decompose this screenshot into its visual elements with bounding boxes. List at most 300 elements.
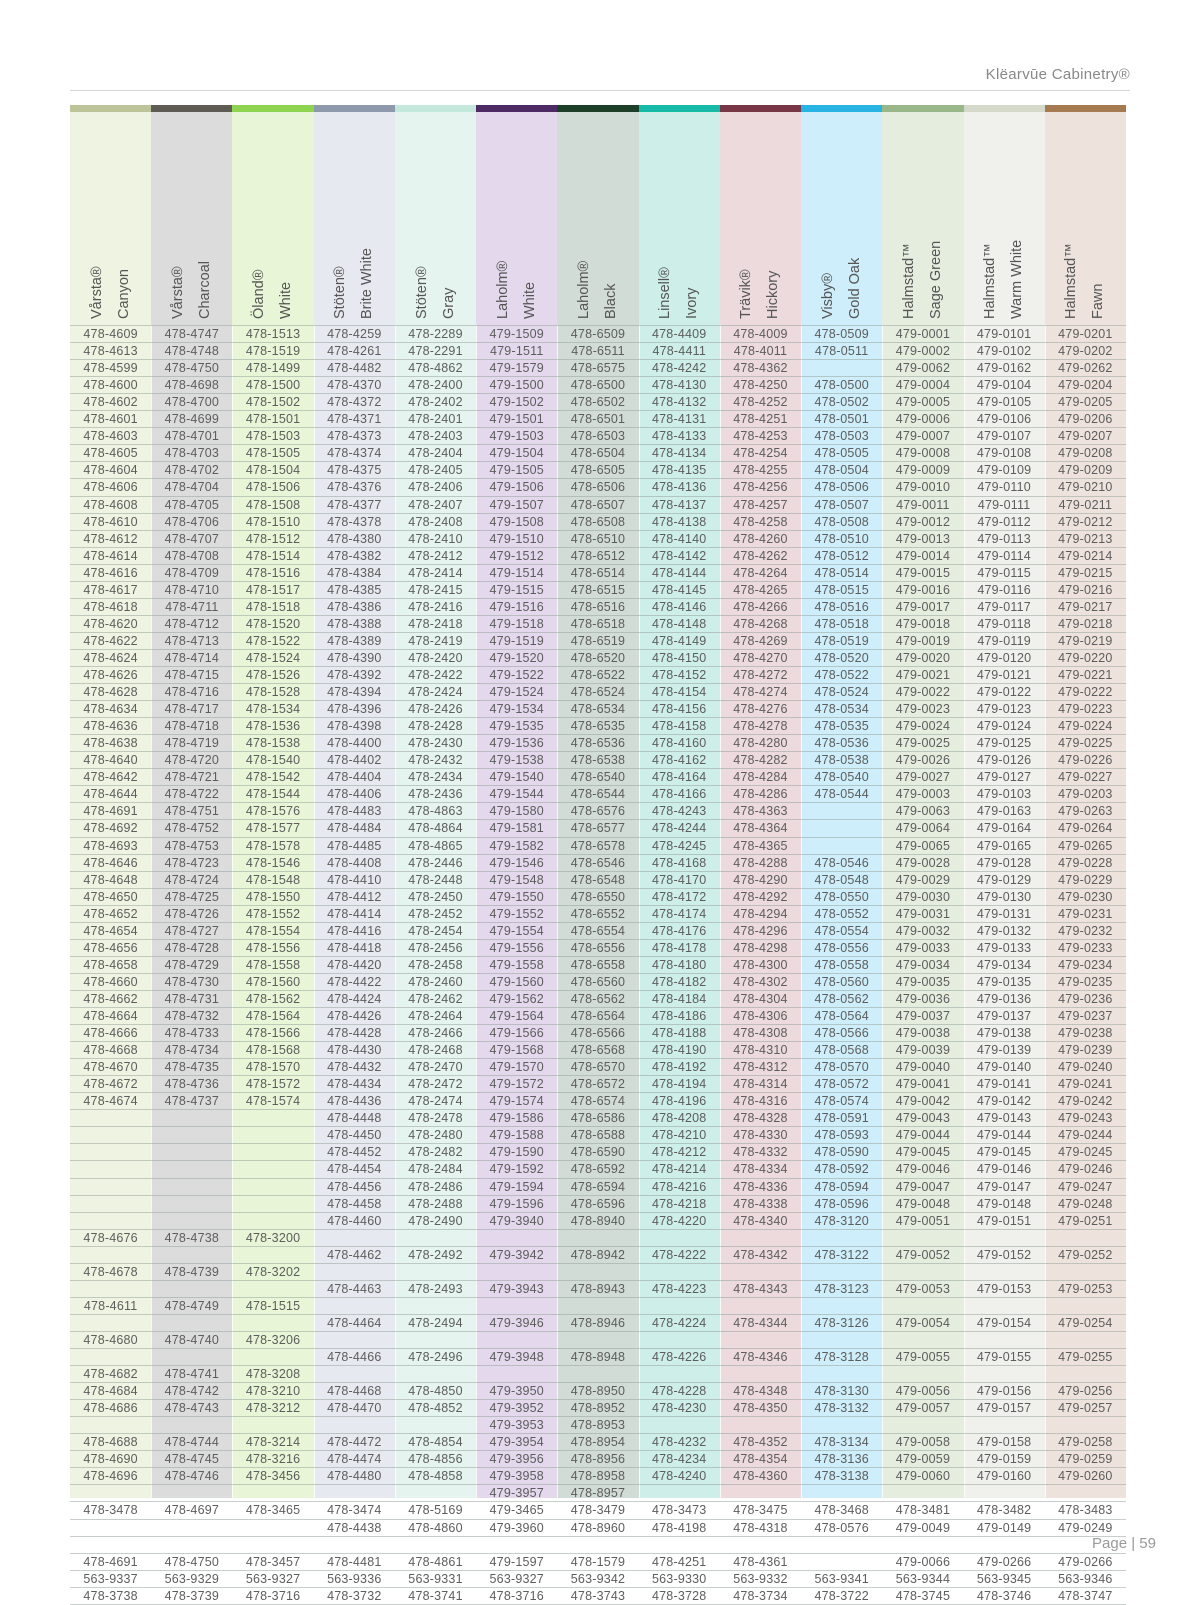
table-cell: 478-0546 (814, 855, 869, 870)
table-cell: 478-4172 (652, 889, 707, 904)
table-cell: 479-0209 (1058, 463, 1113, 478)
table-cell: 478-6524 (570, 685, 626, 700)
table-cell: 478-6554 (570, 923, 626, 938)
table-cell: 478-4723 (164, 855, 220, 870)
table-cell: 478-4168 (652, 855, 707, 870)
table-cell: 478-4472 (327, 1435, 382, 1450)
table-cell: 479-0156 (976, 1384, 1032, 1399)
table-cell: 479-0108 (976, 446, 1032, 461)
table-cell: 479-0016 (895, 582, 951, 597)
table-cell: 478-4749 (164, 1298, 220, 1313)
table-cell: 478-0535 (814, 719, 869, 734)
table-cell: 478-2468 (408, 1043, 463, 1058)
table-cell: 479-3954 (489, 1435, 544, 1450)
table-cell: 479-0229 (1058, 872, 1113, 887)
table-cell: 479-0223 (1058, 702, 1113, 717)
table-cell: 478-4674 (83, 1094, 138, 1109)
table-cell: 478-4728 (164, 940, 220, 955)
table-cell: 479-0260 (1058, 1469, 1113, 1484)
table-cell: 478-3138 (814, 1469, 869, 1484)
column-color-bar (314, 105, 395, 112)
table-cell: 478-3741 (408, 1588, 463, 1603)
table-cell: 479-0203 (1058, 787, 1113, 802)
table-cell: 479-1594 (489, 1179, 544, 1194)
table-cell: 478-4714 (164, 650, 220, 665)
table-cell: 478-6511 (571, 344, 625, 359)
table-cell: 478-8950 (570, 1384, 626, 1399)
table-cell: 479-1510 (489, 531, 544, 546)
table-cell: 478-6552 (570, 906, 626, 921)
table-cell: 478-6576 (570, 804, 626, 819)
table-cell: 479-0204 (1058, 378, 1113, 393)
table-cell: 478-4234 (652, 1452, 707, 1467)
table-cell: 478-3747 (1058, 1588, 1113, 1603)
table-cell: 478-0522 (814, 668, 869, 682)
table-cell: 478-4243 (652, 804, 707, 819)
table-cell: 478-1506 (245, 480, 301, 495)
table-cell: 478-4751 (164, 804, 220, 819)
table-cell: 478-4652 (83, 906, 138, 921)
table-cell: 478-8943 (570, 1281, 626, 1296)
table-cell: 478-4144 (652, 565, 707, 580)
table-cell: 479-0021 (895, 668, 951, 682)
table-cell: 478-4609 (83, 327, 138, 341)
table-cell: 479-0155 (976, 1350, 1032, 1364)
table-cell: 479-1511 (490, 344, 544, 359)
table-cell: 478-4130 (652, 378, 707, 393)
table-cell: 479-0126 (976, 753, 1032, 768)
table-cell: 478-0566 (814, 1026, 869, 1041)
table-cell: 479-1560 (489, 974, 544, 989)
table-cell: 479-0112 (977, 514, 1031, 529)
table-cell: 478-4261 (327, 344, 382, 359)
table-cell: 478-2460 (408, 974, 463, 989)
table-cell: 478-0572 (814, 1077, 869, 1092)
table-cell: 479-0202 (1058, 344, 1113, 359)
table-cell: 478-3128 (814, 1350, 869, 1364)
table-cell: 478-6586 (570, 1111, 626, 1126)
table-cell: 478-3743 (570, 1588, 626, 1603)
table-cell: 478-2493 (408, 1281, 463, 1296)
table-cell: 478-6508 (570, 514, 626, 529)
table-cell: 563-9327 (245, 1571, 301, 1586)
table-cell: 479-0144 (976, 1128, 1032, 1143)
table-cell: 478-4617 (83, 582, 138, 597)
table-cell: 479-0066 (895, 1554, 951, 1569)
table-cell: 478-1502 (245, 395, 301, 410)
table-cell: 479-0041 (895, 1077, 951, 1092)
column-color-bar (232, 105, 313, 112)
table-cell: 479-1518 (489, 616, 544, 631)
table-cell: 479-0244 (1058, 1128, 1113, 1143)
table-cell: 478-6535 (570, 719, 626, 734)
table-cell: 479-0015 (895, 565, 951, 580)
table-cell: 478-4308 (733, 1026, 788, 1041)
table-cell: 478-4626 (83, 668, 138, 682)
table-cell: 478-4691 (83, 804, 138, 819)
table-cell: 479-0201 (1058, 327, 1113, 341)
table-cell: 478-4745 (164, 1452, 220, 1467)
table-cell: 479-1522 (489, 668, 544, 682)
table-cell: 478-2289 (408, 327, 463, 341)
table-cell: 478-4162 (652, 753, 707, 768)
table-cell: 479-0159 (976, 1452, 1032, 1467)
table-cell: 478-1577 (245, 821, 301, 836)
table-cell: 478-4253 (733, 429, 788, 444)
table-cell: 478-4697 (164, 1503, 220, 1518)
table-cell: 479-1514 (489, 565, 544, 580)
table-cell: 479-1538 (489, 753, 544, 768)
table-cell: 478-4251 (652, 1554, 707, 1569)
table-cell: 478-4658 (83, 957, 138, 972)
table-cell: 478-4336 (733, 1179, 788, 1194)
table-cell: 478-4613 (83, 344, 138, 359)
table-cell: 478-8953 (570, 1418, 626, 1433)
table-cell: 478-1564 (245, 1009, 301, 1023)
table-cell: 478-4190 (652, 1043, 707, 1058)
table-cell: 478-2403 (408, 429, 463, 444)
table-cell: 479-0162 (976, 361, 1032, 376)
table-cell: 478-4286 (733, 787, 788, 802)
table-cell: 478-0544 (814, 787, 869, 802)
table-cell: 478-4618 (83, 599, 138, 614)
table-cell: 478-4452 (327, 1145, 382, 1160)
table-cell: 478-4145 (652, 582, 707, 597)
table-cell: 478-2474 (408, 1094, 463, 1109)
table-cell: 478-1578 (245, 838, 301, 853)
table-cell: 479-0122 (976, 685, 1032, 700)
table-cell: 479-0249 (1058, 1520, 1113, 1535)
table-cell: 479-0055 (895, 1350, 951, 1364)
table-cell: 478-3200 (245, 1230, 301, 1245)
table-cell: 478-4386 (327, 599, 382, 614)
table-cell: 563-9344 (895, 1571, 951, 1586)
table-cell: 479-0045 (895, 1145, 951, 1160)
table-cell: 478-4294 (733, 906, 788, 921)
table-cell: 479-0238 (1058, 1026, 1113, 1041)
table-cell: 478-6588 (570, 1128, 626, 1143)
table-cell: 478-6562 (570, 991, 626, 1006)
table-cell: 478-6510 (570, 531, 626, 546)
table-cell: 478-4364 (733, 821, 788, 836)
table-cell: 478-4725 (164, 889, 220, 904)
table-cell: 478-4482 (327, 361, 382, 376)
table-cell: 479-0239 (1058, 1043, 1113, 1058)
table-cell: 478-1550 (245, 889, 301, 904)
table-cell: 479-3952 (489, 1401, 544, 1416)
table-cell: 478-4390 (327, 650, 382, 665)
table-cell: 478-4744 (164, 1435, 220, 1450)
table-cell: 478-4711 (165, 599, 219, 614)
table-cell: 478-4738 (164, 1230, 220, 1245)
column-header (314, 112, 395, 323)
table-cell: 479-1590 (489, 1145, 544, 1160)
table-cell: 478-1579 (570, 1554, 626, 1569)
table-cell: 478-4432 (327, 1060, 382, 1075)
table-cell: 478-3475 (733, 1503, 788, 1518)
table-cell: 479-0018 (895, 616, 951, 631)
table-cell: 478-1554 (245, 923, 301, 938)
table-cell: 479-1572 (489, 1077, 544, 1092)
table-cell: 478-4734 (164, 1043, 220, 1058)
table-cell: 478-4255 (733, 463, 788, 478)
column-header-line2: Fawn (1090, 283, 1107, 319)
table-cell: 478-2412 (408, 548, 463, 563)
table-cell: 478-4140 (652, 531, 707, 546)
table-cell: 478-2496 (408, 1350, 463, 1364)
table-cell: 479-0028 (895, 855, 951, 870)
table-cell: 479-1564 (489, 1009, 544, 1023)
table-cell: 478-4266 (733, 599, 788, 614)
table-cell: 478-6501 (570, 412, 626, 427)
table-cell: 479-0022 (895, 685, 951, 700)
table-cell: 479-0131 (976, 906, 1032, 921)
table-cell: 478-4388 (327, 616, 382, 631)
table-cell: 478-6550 (570, 889, 626, 904)
table-cell: 478-6560 (570, 974, 626, 989)
table-cell: 478-2458 (408, 957, 463, 972)
table-cell: 479-0254 (1058, 1315, 1113, 1330)
table-cell: 479-0059 (895, 1452, 951, 1467)
table-cell: 478-0576 (814, 1520, 869, 1535)
table-cell: 478-4396 (327, 702, 382, 717)
table-cell: 479-3465 (489, 1503, 544, 1518)
table-cell: 479-3948 (489, 1350, 544, 1364)
table-cell: 478-4154 (652, 685, 707, 700)
table-cell: 479-0010 (895, 480, 951, 495)
column-color-bar (557, 105, 638, 112)
column-header-line2: Brite White (359, 248, 376, 319)
table-cell: 478-4009 (733, 327, 788, 341)
table-cell: 478-4389 (327, 633, 382, 648)
table-cell: 478-4646 (83, 855, 138, 870)
column-color-bar (151, 105, 232, 112)
table-cell: 479-1536 (489, 736, 544, 751)
table-cell: 479-1535 (489, 719, 544, 734)
table-cell: 479-0017 (895, 599, 951, 614)
table-cell: 478-1556 (245, 940, 301, 955)
table-cell: 478-4746 (164, 1469, 220, 1484)
table-cell: 478-4328 (733, 1111, 788, 1126)
table-cell: 478-4296 (733, 923, 788, 938)
table-cell: 478-4713 (164, 633, 220, 648)
table-cell: 478-4220 (652, 1213, 707, 1228)
table-cell: 479-0149 (976, 1520, 1032, 1535)
table-cell: 479-1548 (489, 872, 544, 887)
table-cell: 479-0024 (895, 719, 951, 734)
table-cell: 478-2434 (408, 770, 463, 785)
table-cell: 478-6594 (570, 1179, 626, 1194)
table-cell: 479-1544 (489, 787, 544, 802)
table-cell: 478-6564 (570, 1009, 626, 1023)
table-cell: 478-3210 (245, 1384, 301, 1399)
table-cell: 478-4733 (164, 1026, 220, 1041)
table-cell: 478-4192 (652, 1060, 707, 1075)
table-cell: 478-4715 (164, 668, 220, 682)
table-cell: 478-4748 (164, 344, 220, 359)
table-cell: 479-0034 (895, 957, 951, 972)
table-cell: 478-8960 (570, 1520, 626, 1535)
table-cell: 478-4704 (164, 480, 220, 495)
table-cell: 479-1550 (489, 889, 544, 904)
table-cell: 478-3473 (652, 1503, 707, 1518)
table-cell: 478-1517 (245, 582, 301, 597)
table-cell: 478-4743 (164, 1401, 220, 1416)
brand-title: Klëarvūe Cabinetry® (985, 66, 1130, 83)
table-cell: 479-0043 (895, 1111, 951, 1126)
table-cell: 478-4251 (733, 412, 788, 427)
table-cell: 478-4624 (83, 650, 138, 665)
table-cell: 478-4232 (652, 1435, 707, 1450)
column-header-line1: Laholm® (494, 260, 511, 319)
table-cell: 478-4664 (83, 1009, 138, 1023)
table-cell: 478-4156 (652, 702, 707, 717)
table-cell: 478-4864 (408, 821, 463, 836)
table-cell: 563-9346 (1058, 1571, 1113, 1586)
table-cell: 478-2291 (408, 344, 463, 359)
table-cell: 478-2492 (408, 1247, 463, 1262)
table-cell: 478-4374 (327, 446, 382, 461)
table-cell: 479-0135 (976, 974, 1032, 989)
table-cell: 479-0133 (976, 940, 1032, 955)
table-cell: 478-1568 (245, 1043, 301, 1058)
table-cell: 478-2448 (408, 872, 463, 887)
table-cell: 478-3123 (814, 1281, 869, 1296)
table-cell: 479-0143 (976, 1111, 1032, 1126)
column-color-bar (801, 105, 882, 112)
table-cell: 478-4601 (83, 412, 138, 427)
table-cell: 479-0064 (895, 821, 951, 836)
table-cell: 478-4146 (652, 599, 707, 614)
table-cell: 478-2480 (408, 1128, 463, 1143)
table-cell: 478-4606 (83, 480, 138, 495)
table-cell: 478-1500 (245, 378, 301, 393)
table-cell: 478-3732 (327, 1588, 382, 1603)
table-cell: 478-1514 (245, 548, 301, 563)
table-cell: 478-4377 (327, 497, 382, 512)
table-cell: 479-0214 (1058, 548, 1113, 563)
table-cell: 478-3136 (814, 1452, 869, 1467)
table-cell: 479-0205 (1058, 395, 1113, 410)
table-cell: 479-0116 (977, 582, 1031, 597)
table-cell: 478-3746 (976, 1588, 1032, 1603)
table-cell: 478-6515 (570, 582, 626, 597)
table-cell: 478-4454 (327, 1162, 382, 1177)
column-header-line1: Halmstad™ (982, 243, 999, 319)
table-cell: 478-3728 (652, 1588, 707, 1603)
table-cell: 479-0235 (1058, 974, 1113, 989)
table-cell: 479-0040 (895, 1060, 951, 1075)
table-cell: 478-4334 (733, 1162, 788, 1177)
table-cell: 478-0548 (814, 872, 869, 887)
table-cell: 478-4485 (327, 838, 382, 853)
table-cell: 478-2462 (408, 991, 463, 1006)
column-header-line2: Gold Oak (846, 257, 863, 319)
table-cell: 478-5169 (408, 1503, 463, 1518)
table-cell: 478-0536 (814, 736, 869, 751)
table-cell: 478-4422 (327, 974, 382, 989)
table-cell: 478-4300 (733, 957, 788, 972)
table-cell: 478-4363 (733, 804, 788, 819)
table-cell: 478-4330 (733, 1128, 788, 1143)
table-cell: 478-2454 (408, 923, 463, 938)
table-cell: 478-4450 (327, 1128, 382, 1143)
table-cell: 478-3722 (814, 1588, 869, 1603)
table-cell: 478-4436 (327, 1094, 382, 1109)
table-cell: 478-4448 (327, 1111, 382, 1126)
column-color-bar (639, 105, 720, 112)
table-cell: 478-4170 (652, 872, 707, 887)
table-cell: 478-4250 (733, 378, 788, 393)
page-number: Page | 59 (1092, 1535, 1156, 1552)
table-cell: 478-6500 (570, 378, 626, 393)
table-cell: 479-0128 (976, 855, 1032, 870)
table-cell: 478-4480 (327, 1469, 382, 1484)
table-cell: 479-0255 (1058, 1350, 1113, 1364)
table-cell: 478-4634 (83, 702, 138, 717)
column-header-line1: Stöten® (413, 266, 430, 319)
column-header-line2: White (278, 281, 295, 319)
table-cell: 479-1507 (489, 497, 544, 512)
table-cell: 478-4481 (327, 1554, 382, 1569)
table-cell: 478-4160 (652, 736, 707, 751)
table-cell: 478-4292 (733, 889, 788, 904)
table-cell: 478-4474 (327, 1452, 382, 1467)
table-cell: 479-0232 (1058, 923, 1113, 938)
table-cell: 478-6514 (570, 565, 626, 580)
table-cell: 563-9345 (976, 1571, 1032, 1586)
table-cell: 563-9341 (814, 1571, 869, 1586)
column-header (232, 112, 313, 323)
table-cell: 478-4350 (733, 1401, 788, 1416)
table-cell: 478-4732 (164, 1009, 220, 1023)
table-cell: 479-1556 (489, 940, 544, 955)
table-cell: 478-4418 (327, 940, 382, 955)
table-cell: 478-3134 (814, 1435, 869, 1450)
table-cell: 479-1579 (489, 361, 544, 376)
table-cell: 478-4642 (83, 770, 138, 785)
column-header-line2: Ivory (684, 287, 701, 319)
table-cell: 478-3206 (245, 1332, 301, 1347)
table-cell: 478-6519 (570, 633, 626, 648)
table-cell: 479-0252 (1058, 1247, 1113, 1262)
table-cell: 478-1546 (245, 855, 301, 870)
header-rule (70, 90, 1130, 91)
table-cell: 478-1512 (245, 531, 301, 546)
table-cell: 478-4318 (733, 1520, 788, 1535)
table-cell: 479-0114 (977, 548, 1031, 563)
table-cell: 478-4372 (327, 395, 382, 410)
table-cell: 479-0129 (976, 872, 1032, 887)
table-cell: 479-0241 (1058, 1077, 1113, 1092)
table-cell: 478-8956 (570, 1452, 626, 1467)
table-cell: 478-0506 (814, 480, 869, 495)
table-cell: 479-1516 (489, 599, 544, 614)
table-cell: 479-0006 (895, 412, 951, 427)
column-header-line2: Hickory (765, 270, 782, 319)
table-cell: 478-0596 (814, 1196, 869, 1211)
table-cell: 478-4729 (164, 957, 220, 972)
table-cell: 479-1562 (489, 991, 544, 1006)
table-cell: 479-1515 (489, 582, 544, 597)
table-cell: 478-4670 (83, 1060, 138, 1075)
table-cell: 478-4376 (327, 480, 382, 495)
table-cell: 478-4463 (327, 1281, 382, 1296)
table-cell: 479-0004 (895, 378, 951, 393)
table-cell: 479-0051 (895, 1213, 951, 1228)
table-cell: 479-0123 (976, 702, 1032, 717)
table-cell: 478-4178 (652, 940, 707, 955)
